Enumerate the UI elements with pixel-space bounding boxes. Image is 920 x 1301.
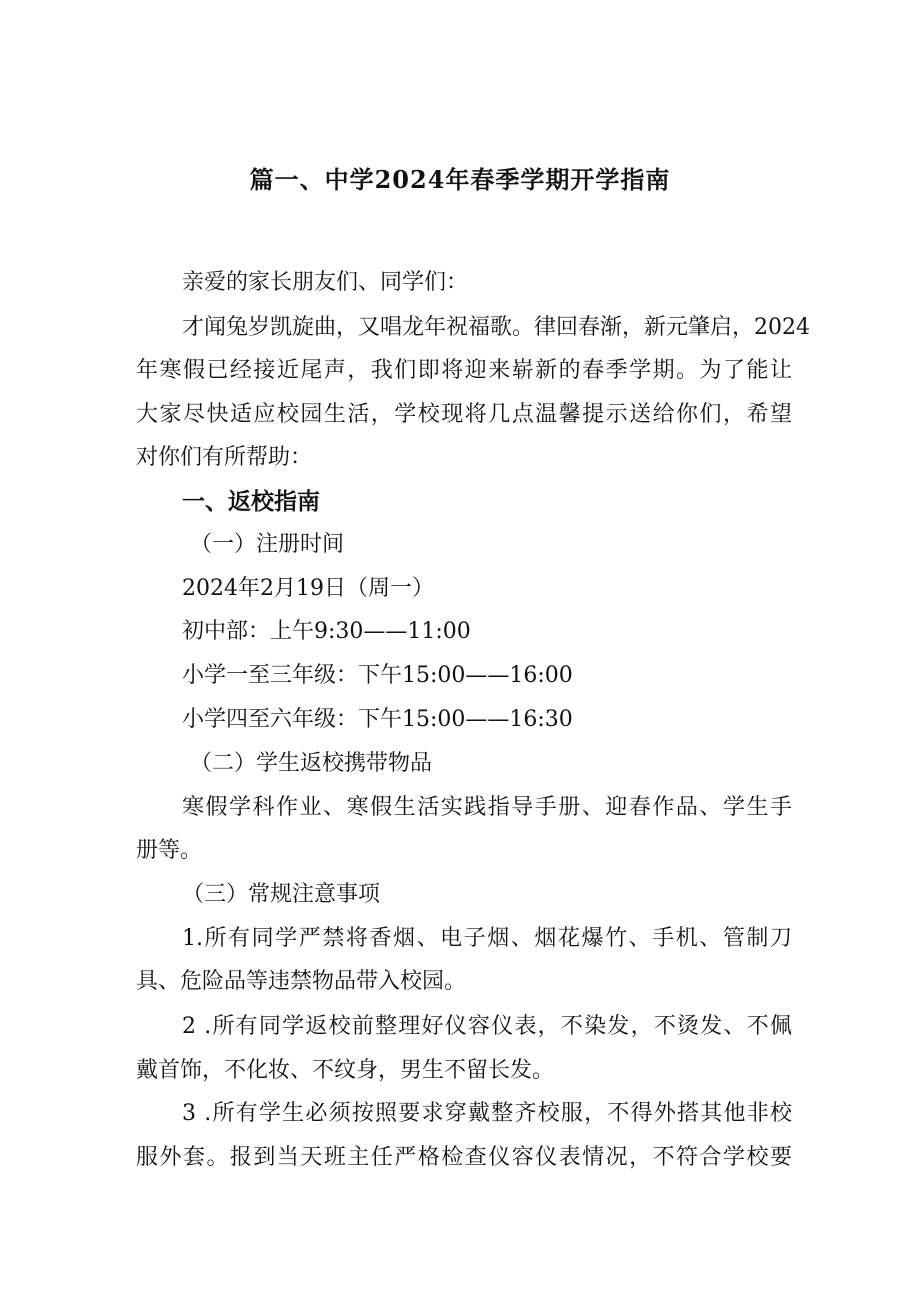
- section-heading-return-guide: 一、返校指南: [182, 488, 320, 515]
- rule-2-line-2: 戴首饰，不化妆、不纹身，男生不留长发。: [136, 1058, 555, 1083]
- document-title: 篇一、中学2024年春季学期开学指南: [249, 165, 671, 194]
- schedule-primary-4-6: 小学四至六年级：下午15:00——16:30: [182, 707, 573, 732]
- schedule-junior-high: 初中部：上午9:30——11:00: [182, 619, 471, 644]
- subheading-items-to-bring: （二）学生返校携带物品: [190, 751, 433, 776]
- rule-3-line-2: 服外套。报到当天班主任严格检查仪容仪表情况，不符合学校要: [136, 1145, 792, 1170]
- items-line-1: 寒假学科作业、寒假生活实践指导手册、迎春作品、学生手: [182, 795, 792, 820]
- schedule-primary-1-3: 小学一至三年级：下午15:00——16:00: [182, 663, 573, 688]
- rule-1-line-1: 1.所有同学严禁将香烟、电子烟、烟花爆竹、手机、管制刀: [182, 926, 792, 951]
- subheading-routine-notes: （三）常规注意事项: [182, 882, 381, 907]
- greeting: 亲爱的家长朋友们、同学们：: [182, 270, 469, 295]
- intro-line-1: 才闻兔岁凯旋曲，又唱龙年祝福歌。律回春渐，新元肇启，2024: [182, 315, 810, 340]
- intro-line-2: 年寒假已经接近尾声，我们即将迎来崭新的春季学期。为了能让: [136, 358, 792, 383]
- intro-line-3: 大家尽快适应校园生活，学校现将几点温馨提示送给你们，希望: [136, 402, 792, 427]
- rule-2-line-1: 2 .所有同学返校前整理好仪容仪表，不染发，不烫发、不佩: [182, 1014, 792, 1039]
- schedule-date: 2024年2月19日（周一）: [182, 576, 434, 601]
- intro-line-4: 对你们有所帮助：: [136, 445, 313, 470]
- subheading-registration-time: （一）注册时间: [190, 532, 345, 557]
- rule-1-line-2: 具、危险品等违禁物品带入校园。: [136, 969, 467, 994]
- items-line-2: 册等。: [136, 838, 203, 863]
- rule-3-line-1: 3 .所有学生必须按照要求穿戴整齐校服，不得外搭其他非校: [182, 1101, 792, 1126]
